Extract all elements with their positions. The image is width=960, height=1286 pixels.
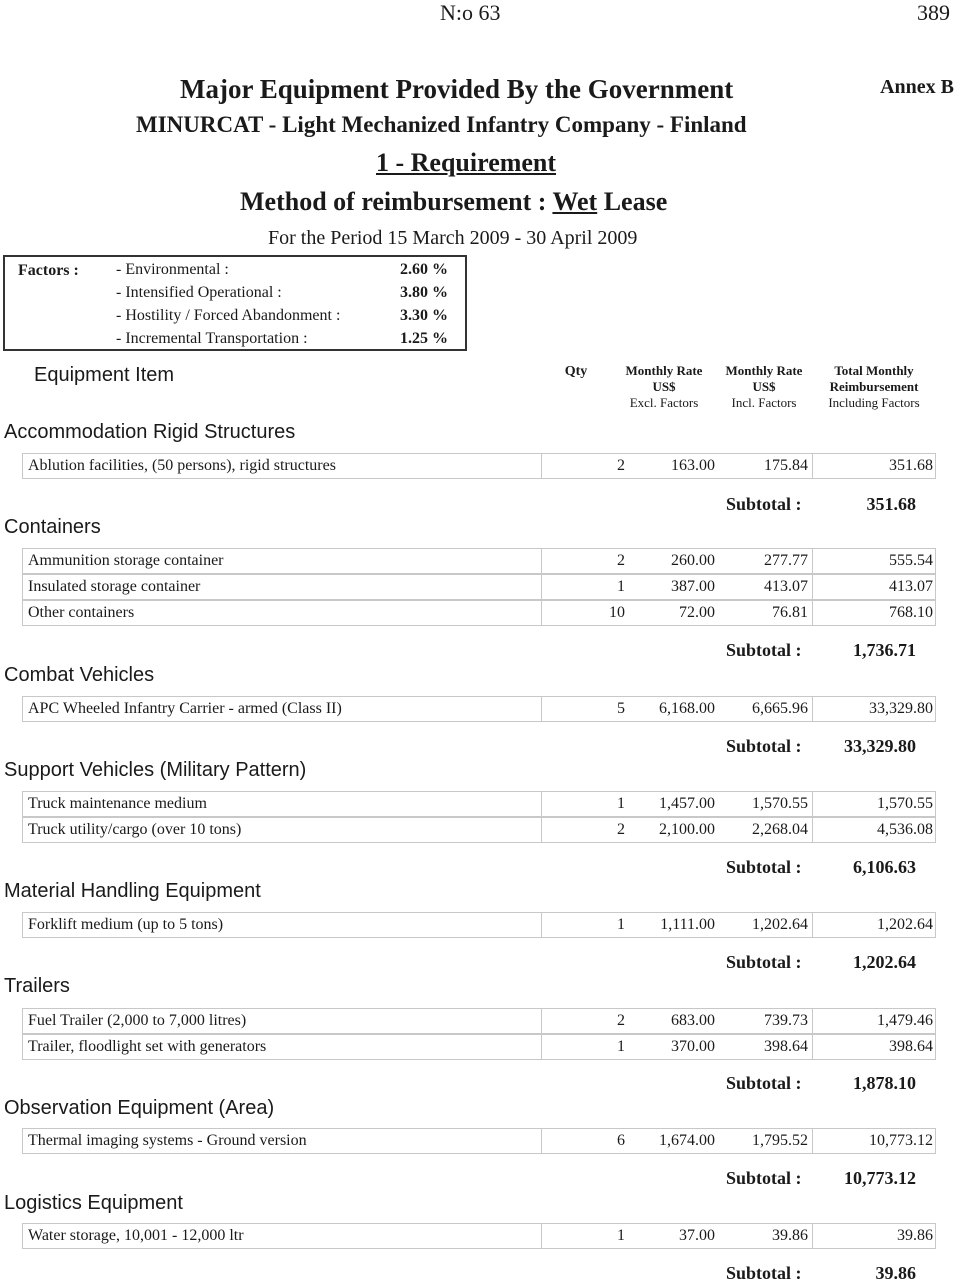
table-row <box>22 696 936 722</box>
item-qty: 1 <box>541 1035 631 1059</box>
reporting-period: For the Period 15 March 2009 - 30 April 2009 <box>268 227 638 249</box>
method-suffix: Lease <box>597 187 668 216</box>
section-heading: Material Handling Equipment <box>4 880 261 902</box>
factor-name: - Environmental : <box>116 261 229 278</box>
table-row <box>22 1008 936 1034</box>
item-rate-incl: 1,570.55 <box>715 792 813 816</box>
item-description: Water storage, 10,001 - 12,000 ltr <box>28 1227 244 1244</box>
table-row <box>22 791 936 817</box>
table-row <box>22 548 936 574</box>
section-heading: Accommodation Rigid Structures <box>4 421 296 443</box>
reimbursement-method <box>240 187 667 217</box>
item-rate-excl: 1,457.00 <box>659 795 715 812</box>
item-description: Truck utility/cargo (over 10 tons) <box>28 821 242 838</box>
item-rate-incl: 1,795.52 <box>715 1129 813 1153</box>
column-header-rate-incl <box>712 363 816 411</box>
item-description: Insulated storage container <box>28 578 201 595</box>
item-rate-incl: 2,268.04 <box>715 818 813 842</box>
subtotal-label: Subtotal : <box>726 1073 802 1093</box>
item-total: 555.54 <box>889 552 933 569</box>
item-rate-excl: 683.00 <box>671 1012 715 1029</box>
column-header-total <box>812 363 936 411</box>
subtotal-label: Subtotal : <box>726 952 802 972</box>
item-description: Thermal imaging systems - Ground version <box>28 1132 307 1149</box>
rate-excl-line1: Monthly Rate <box>625 363 703 378</box>
item-rate-excl: 1,674.00 <box>659 1132 715 1149</box>
item-qty: 1 <box>541 792 631 816</box>
item-total: 1,570.55 <box>877 795 933 812</box>
table-row <box>22 1128 936 1154</box>
rate-incl-line3: Incl. Factors <box>731 395 797 410</box>
item-rate-excl: 387.00 <box>671 578 715 595</box>
item-rate-incl: 277.77 <box>715 549 813 573</box>
factor-value: 3.30 % <box>400 307 448 324</box>
item-rate-incl: 1,202.64 <box>715 913 813 937</box>
table-row <box>22 912 936 938</box>
subtotal-label: Subtotal : <box>726 1263 802 1283</box>
item-rate-excl: 1,111.00 <box>660 916 715 933</box>
item-description: Ammunition storage container <box>28 552 224 569</box>
page-title: Major Equipment Provided By the Government <box>180 74 734 104</box>
item-qty: 2 <box>541 1009 631 1033</box>
factor-name: - Hostility / Forced Abandonment : <box>116 307 341 324</box>
item-qty: 2 <box>541 818 631 842</box>
item-rate-incl: 39.86 <box>715 1224 813 1248</box>
item-rate-excl: 6,168.00 <box>659 700 715 717</box>
item-total: 1,202.64 <box>877 916 933 933</box>
table-row <box>22 1034 936 1060</box>
section-heading: Containers <box>4 516 101 538</box>
item-rate-incl: 76.81 <box>715 601 813 625</box>
table-row <box>22 574 936 600</box>
method-word: Wet <box>552 187 598 216</box>
column-header-qty <box>556 364 596 380</box>
rate-excl-line2: US$ <box>652 379 676 394</box>
table-row <box>22 817 936 843</box>
item-rate-excl: 370.00 <box>671 1038 715 1055</box>
factor-value: 2.60 % <box>400 261 448 278</box>
factor-name: - Incremental Transportation : <box>116 330 308 347</box>
subtotal-value: 10,773.12 <box>844 1168 916 1188</box>
qty-header-label: Qty <box>564 364 588 379</box>
item-total: 39.86 <box>897 1227 933 1244</box>
item-total: 4,536.08 <box>877 821 933 838</box>
page-number: 389 <box>917 0 950 25</box>
item-rate-excl: 72.00 <box>679 604 715 621</box>
item-description: Ablution facilities, (50 persons), rigid structures <box>28 457 336 474</box>
item-total: 398.64 <box>889 1038 933 1055</box>
item-qty: 5 <box>541 697 631 721</box>
item-qty: 1 <box>541 575 631 599</box>
item-qty: 2 <box>541 549 631 573</box>
table-row <box>22 453 936 479</box>
section-heading: Logistics Equipment <box>4 1192 183 1214</box>
item-total: 1,479.46 <box>877 1012 933 1029</box>
subtotal-value: 6,106.63 <box>853 857 916 877</box>
item-rate-incl: 413.07 <box>715 575 813 599</box>
total-line3: Including Factors <box>828 395 920 410</box>
item-description: APC Wheeled Infantry Carrier - armed (Class II) <box>28 700 342 717</box>
section-heading: Support Vehicles (Military Pattern) <box>4 759 307 781</box>
item-rate-excl: 2,100.00 <box>659 821 715 838</box>
subtotal-label: Subtotal : <box>726 857 802 877</box>
item-description: Forklift medium (up to 5 tons) <box>28 916 224 933</box>
item-total: 10,773.12 <box>869 1132 933 1149</box>
item-description: Trailer, floodlight set with generators <box>28 1038 267 1055</box>
item-rate-incl: 175.84 <box>715 454 813 478</box>
factors-label: Factors : <box>18 262 79 279</box>
annex-label: Annex B <box>880 76 954 98</box>
item-rate-incl: 739.73 <box>715 1009 813 1033</box>
item-qty: 6 <box>541 1129 631 1153</box>
subtotal-label: Subtotal : <box>726 1168 802 1188</box>
subtotal-value: 33,329.80 <box>844 736 916 756</box>
factor-value: 3.80 % <box>400 284 448 301</box>
item-total: 33,329.80 <box>869 700 933 717</box>
section-heading: Observation Equipment (Area) <box>4 1097 275 1119</box>
subtotal-value: 1,736.71 <box>853 640 916 660</box>
item-description: Fuel Trailer (2,000 to 7,000 litres) <box>28 1012 247 1029</box>
subtotal-value: 351.68 <box>866 494 916 514</box>
item-qty: 1 <box>541 1224 631 1248</box>
item-total: 768.10 <box>889 604 933 621</box>
item-total: 413.07 <box>889 578 933 595</box>
subtotal-label: Subtotal : <box>726 640 802 660</box>
item-rate-excl: 163.00 <box>671 457 715 474</box>
section-heading: Trailers <box>4 975 70 997</box>
item-rate-excl: 37.00 <box>679 1227 715 1244</box>
item-description: Truck maintenance medium <box>28 795 207 812</box>
method-prefix: Method of reimbursement : <box>240 187 553 216</box>
column-header-rate-excl <box>612 363 716 411</box>
total-line1: Total Monthly <box>834 363 914 378</box>
item-description: Other containers <box>28 604 135 621</box>
rate-incl-line1: Monthly Rate <box>725 363 803 378</box>
page-subtitle: MINURCAT - Light Mechanized Infantry Company - Finland <box>136 112 747 137</box>
subtotal-value: 1,878.10 <box>853 1073 916 1093</box>
factor-name: - Intensified Operational : <box>116 284 282 301</box>
rate-incl-line2: US$ <box>752 379 776 394</box>
total-line2: Reimbursement <box>829 379 919 394</box>
subtotal-label: Subtotal : <box>726 736 802 756</box>
item-rate-excl: 260.00 <box>671 552 715 569</box>
rate-excl-line3: Excl. Factors <box>629 395 699 410</box>
subtotal-value: 1,202.64 <box>853 952 916 972</box>
item-rate-incl: 6,665.96 <box>715 697 813 721</box>
column-header-item: Equipment Item <box>34 364 175 386</box>
table-row <box>22 600 936 626</box>
section-heading: Combat Vehicles <box>4 664 155 686</box>
item-qty: 1 <box>541 913 631 937</box>
table-row <box>22 1223 936 1249</box>
subtotal-value: 39.86 <box>875 1263 916 1283</box>
item-total: 351.68 <box>889 457 933 474</box>
factor-value: 1.25 % <box>400 330 448 347</box>
item-qty: 2 <box>541 454 631 478</box>
item-rate-incl: 398.64 <box>715 1035 813 1059</box>
document-number: N:o 63 <box>440 0 501 25</box>
requirement-heading: 1 - Requirement <box>376 148 557 177</box>
subtotal-label: Subtotal : <box>726 494 802 514</box>
item-qty: 10 <box>541 601 631 625</box>
